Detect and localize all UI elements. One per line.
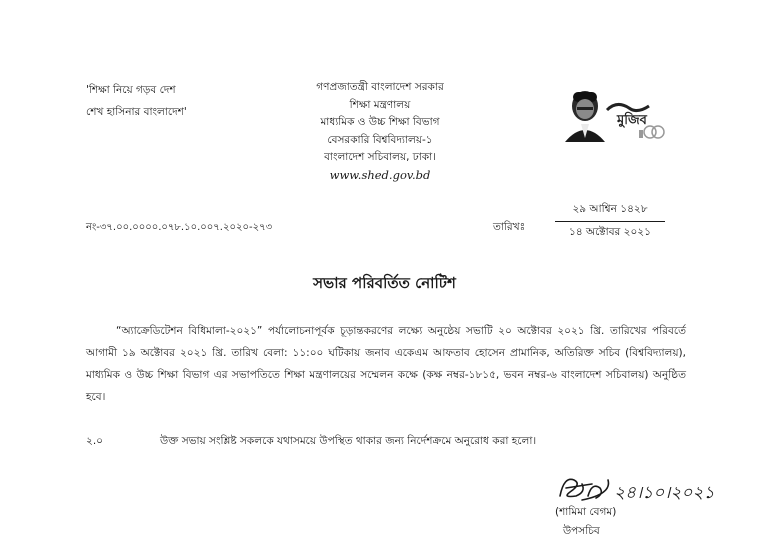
office-address: বাংলাদেশ সচিবালয়, ঢাকা। xyxy=(324,151,436,163)
slogan-line-1: 'শিক্ষা নিয়ে গড়ব দেশ xyxy=(86,84,176,96)
notice-title: সভার পরিবর্তিত নোটিশ xyxy=(313,274,456,292)
signatory-name: (শামিমা বেগম) xyxy=(555,506,617,518)
slogan xyxy=(86,79,187,123)
memo-number: নং-৩৭.০০.০০০০.০৭৮.১০.০০৭.২০২০-২৭৩ xyxy=(86,222,273,233)
slogan-line-2: শেখ হাসিনার বাংলাদেশ' xyxy=(86,106,187,118)
letterhead xyxy=(300,79,460,184)
section-name: বেসরকারি বিশ্ববিদ্যালয়-১ xyxy=(327,133,433,146)
date-gregorian: ১৪ অক্টোবর ২০২১ xyxy=(569,226,651,238)
paragraph-1-text: “অ্যাক্রেডিটেশন বিধিমালা-২০২১” পর্যালোচনাপূর্বক চূড়ান্তকরণের লক্ষ্যে অনুষ্ঠেয় সভাটি ২০ অক্টোবর ২০২১ খ্রি. তারিখের পরিবর্তে আগামী ১৯ অক্টোবর ২০২১ খ্রি. তারিখ বেলা: ১১:০০ ঘটিকায় জনাব একেএম আফতাব হোসেন প্রামানিক, অতিরিক্ত সচিব (বিশ্ববিদ্যালয়), মাধ্যমিক ও উচ্চ শিক্ষা বিভাগ এর সভাপতিতে শিক্ষা মন্ত্রণালয়ের সম্মেলন কক্ষে (কক্ষ নম্বর-১৮১৫, ভবন নম্বর-৬ বাংলাদেশ সচিবালয়) অনুষ্ঠিত হবে। xyxy=(86,325,686,403)
date-bangla-calendar: ২৯ আশ্বিন ১৪২৮ xyxy=(572,203,648,215)
date-label: তারিখঃ xyxy=(493,221,526,233)
government-name: গণপ্রজাতন্ত্রী বাংলাদেশ সরকার xyxy=(316,81,444,93)
date-block xyxy=(555,202,665,242)
ministry-name: শিক্ষা মন্ত্রণালয় xyxy=(349,98,411,111)
division-name: মাধ্যমিক ও উচ্চ শিক্ষা বিভাগ xyxy=(320,116,440,128)
mujib-centenary-logo xyxy=(555,80,665,150)
logo-wordmark: মুজিব xyxy=(617,113,647,128)
item-text: উক্ত সভায় সংশ্লিষ্ট সকলকে যথাসময়ে উপস্থিত থাকার জন্য নির্দেশক্রমে অনুরোধ করা হলো। xyxy=(160,435,537,447)
date-divider xyxy=(555,221,665,222)
website-link[interactable]: www.shed.gov.bd xyxy=(329,167,431,182)
signature-date: ২৪।১০।২০২১ xyxy=(614,483,715,503)
handwritten-signature xyxy=(552,470,732,506)
item-number: ২.০ xyxy=(86,435,103,447)
signatory-designation: উপসচিব xyxy=(563,525,600,537)
body-paragraph-1 xyxy=(86,320,686,408)
